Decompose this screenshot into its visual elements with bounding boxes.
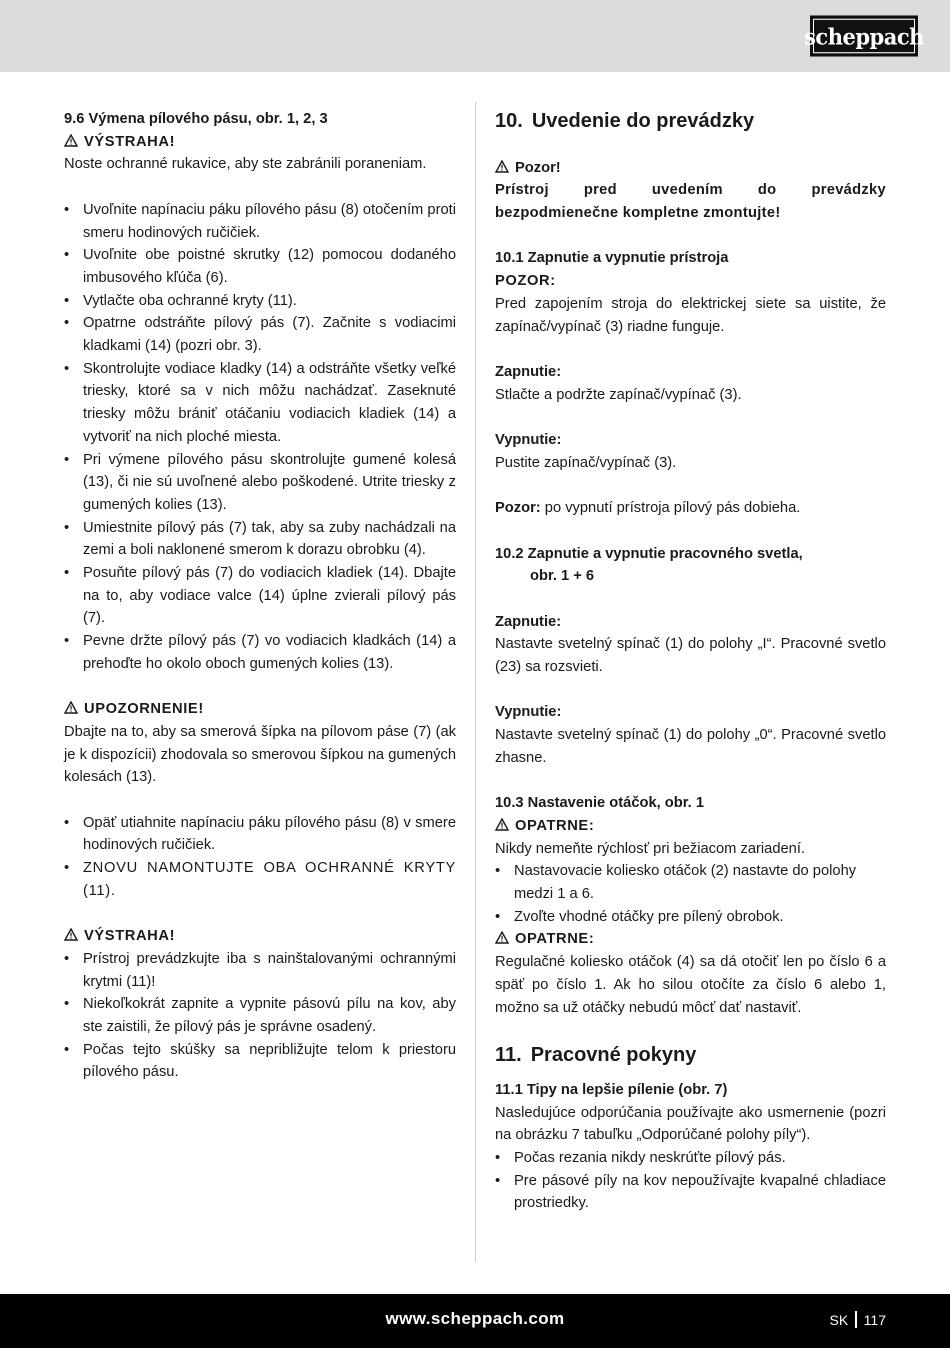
switch-on-label: Zapnutie: bbox=[495, 613, 562, 630]
page-indicator bbox=[829, 1311, 886, 1328]
section-11-heading bbox=[495, 1042, 886, 1068]
attention-label: POZOR: bbox=[495, 273, 556, 290]
section-title: Pracovné pokyny bbox=[530, 1043, 697, 1066]
left-column bbox=[64, 108, 456, 1084]
warning-text: Noste ochranné rukavice, aby ste zabránili poraneniam. bbox=[64, 156, 427, 173]
section-10-3-title: 10.3 Nastavenie otáčok, obr. 1 bbox=[495, 795, 704, 812]
notice-text: Dbajte na to, aby sa smerová šípka na pílovom páse (7) (ak je k dispozícii) zhodovala so smerovou šípkou na gumených kolesách (13). bbox=[64, 723, 456, 786]
list-item: • Vytlačte oba ochranné kryty (11). bbox=[64, 290, 456, 313]
list-item: • Zvoľte vhodné otáčky pre pílený obrobok. bbox=[495, 906, 886, 929]
list-item: • Posuňte pílový pás (7) do vodiacich kladiek (14). Dbajte na to, aby vodiace valce (14) úplne zvierali pílový pás (7). bbox=[64, 562, 456, 630]
section-title: Uvedenie do prevádzky bbox=[531, 110, 755, 132]
list-item: • Uvoľnite obe poistné skrutky (12) pomocou dodaného imbusového kľúča (6). bbox=[64, 244, 456, 289]
page-number: 117 bbox=[863, 1311, 886, 1328]
caution-label: Pozor! bbox=[515, 159, 561, 176]
paragraph: Nasledujúce odporúčania používajte ako usmernenie (pozri na obrázku 7 tabuľku „Odporúčané polohy píly“). bbox=[495, 1104, 886, 1144]
section-number: 10. bbox=[495, 110, 523, 132]
warning-triangle-icon bbox=[64, 928, 78, 941]
paragraph: Stlačte a podržte zapínač/vypínač (3). bbox=[495, 386, 742, 403]
list-item: • Skontrolujte vodiace kladky (14) a odstráňte všetky veľké triesky, ktoré sa v nich môžu nachádzať. Zaseknuté triesky môžu brániť otáčaniu vodiacich kladiek (14) a vytvoriť na nich ploché miesta. bbox=[64, 358, 456, 449]
caution-heading bbox=[495, 157, 886, 180]
list-item: • Pre pásové píly na kov nepoužívajte kvapalné chladiace prostriedky. bbox=[495, 1170, 886, 1215]
language-code: SK bbox=[829, 1311, 849, 1328]
steps-list bbox=[64, 812, 456, 903]
list-item: • Prístroj prevádzkujte iba s nainštalovanými ochrannými krytmi (11)! bbox=[64, 948, 456, 993]
note-label: Pozor: bbox=[495, 500, 541, 517]
note-paragraph bbox=[495, 497, 886, 520]
switch-on-label: Zapnutie: bbox=[495, 363, 562, 380]
section-number: 11. bbox=[495, 1043, 522, 1066]
notice-heading bbox=[64, 698, 456, 721]
section-10-2-title: 10.2 Zapnutie a vypnutie pracovného svetla, bbox=[495, 545, 803, 562]
section-10-1-title: 10.1 Zapnutie a vypnutie prístroja bbox=[495, 250, 729, 267]
section-11-1-title: 11.1 Tipy na lepšie pílenie (obr. 7) bbox=[495, 1081, 728, 1098]
brand-logo: scheppach bbox=[810, 15, 918, 56]
paragraph: Nastavte svetelný spínač (1) do polohy „0“. Pracovné svetlo zhasne. bbox=[495, 727, 886, 766]
list-item: • Uvoľnite napínaciu páku pílového pásu (8) otočením proti smeru hodinových ručičiek. bbox=[64, 199, 456, 244]
warning-triangle-icon bbox=[495, 160, 509, 173]
caution-label: OPATRNE: bbox=[515, 817, 595, 834]
switch-off-label: Vypnutie: bbox=[495, 432, 562, 449]
section-10-2-title-cont: obr. 1 + 6 bbox=[530, 568, 595, 585]
list-item: • Niekoľkokrát zapnite a vypnite pásovú pílu na kov, aby ste zaistili, že pílový pás je správne osadený. bbox=[64, 993, 456, 1038]
paragraph: Pred zapojením stroja do elektrickej siete sa uistite, že zapínač/vypínač (3) riadne funguje. bbox=[495, 295, 886, 335]
section-9-6-title: 9.6 Výmena pílového pásu, obr. 1, 2, 3 bbox=[64, 111, 328, 127]
column-divider bbox=[475, 102, 476, 1262]
separator bbox=[855, 1311, 857, 1328]
paragraph: Nastavte svetelný spínač (1) do polohy „I“. Pracovné svetlo (23) sa rozsvieti. bbox=[495, 636, 886, 676]
footer-bar bbox=[0, 1294, 950, 1348]
caution-heading bbox=[495, 815, 886, 838]
warning-heading bbox=[64, 925, 456, 948]
caution-text: Prístroj pred uvedením do prevádzky bezpodmienečne kompletne zmontujte! bbox=[495, 182, 886, 222]
warning-triangle-icon bbox=[64, 701, 78, 714]
list-item: • Nastavovacie koliesko otáčok (2) nastavte do polohy medzi 1 a 6. bbox=[495, 860, 886, 905]
steps-list bbox=[495, 860, 886, 928]
list-item: • Opatrne odstráňte pílový pás (7). Začnite s vodiacimi kladkami (14) (pozri obr. 3). bbox=[64, 312, 456, 357]
list-item: • Umiestnite pílový pás (7) tak, aby sa zuby nachádzali na zemi a boli naklonené smerom k dorazu obrobku (4). bbox=[64, 517, 456, 562]
right-column bbox=[495, 108, 886, 1215]
list-item: • Pevne držte pílový pás (7) vo vodiacich kladkách (14) a prehoďte ho okolo oboch gumených kolies (13). bbox=[64, 630, 456, 675]
list-item: • Opäť utiahnite napínaciu páku pílového pásu (8) v smere hodinových ručičiek. bbox=[64, 812, 456, 857]
warning-triangle-icon bbox=[495, 818, 509, 831]
list-item: • Počas tejto skúšky sa nepribližujte telom k priestoru pílového pásu. bbox=[64, 1039, 456, 1084]
switch-off-label: Vypnutie: bbox=[495, 704, 562, 721]
note-text: po vypnutí prístroja pílový pás dobieha. bbox=[540, 500, 801, 517]
list-item: • Počas rezania nikdy neskrúťte pílový pás. bbox=[495, 1147, 886, 1170]
caution-heading bbox=[495, 928, 886, 951]
steps-list bbox=[64, 199, 456, 676]
list-item: • ZNOVU NAMONTUJTE OBA OCHRANNÉ KRYTY (11). bbox=[64, 857, 456, 902]
warning-triangle-icon bbox=[64, 134, 78, 147]
paragraph: Regulačné koliesko otáčok (4) sa dá otočiť len po číslo 6 a späť po číslo 1. Ak ho silou otočíte za číslo 6 alebo 1, možno sa už otáčky nebudú môcť dať nastaviť. bbox=[495, 954, 886, 1016]
section-10-heading bbox=[495, 108, 886, 134]
steps-list bbox=[495, 1147, 886, 1215]
paragraph: Pustite zapínač/vypínač (3). bbox=[495, 454, 677, 471]
steps-list bbox=[64, 948, 456, 1084]
caution-label: OPATRNE: bbox=[515, 931, 595, 948]
warning-heading bbox=[64, 131, 456, 154]
warning-triangle-icon bbox=[495, 931, 509, 944]
paragraph: Nikdy nemeňte rýchlosť pri bežiacom zariadení. bbox=[495, 840, 806, 857]
warning-label: VÝSTRAHA! bbox=[84, 928, 176, 945]
notice-label: UPOZORNENIE! bbox=[84, 701, 204, 718]
footer-url: www.scheppach.com bbox=[385, 1309, 565, 1328]
warning-label: VÝSTRAHA! bbox=[84, 133, 176, 150]
list-item: • Pri výmene pílového pásu skontrolujte gumené kolesá (13), či nie sú uvoľnené alebo poškodené. Utrite triesky z gumených kolies (13). bbox=[64, 449, 456, 517]
